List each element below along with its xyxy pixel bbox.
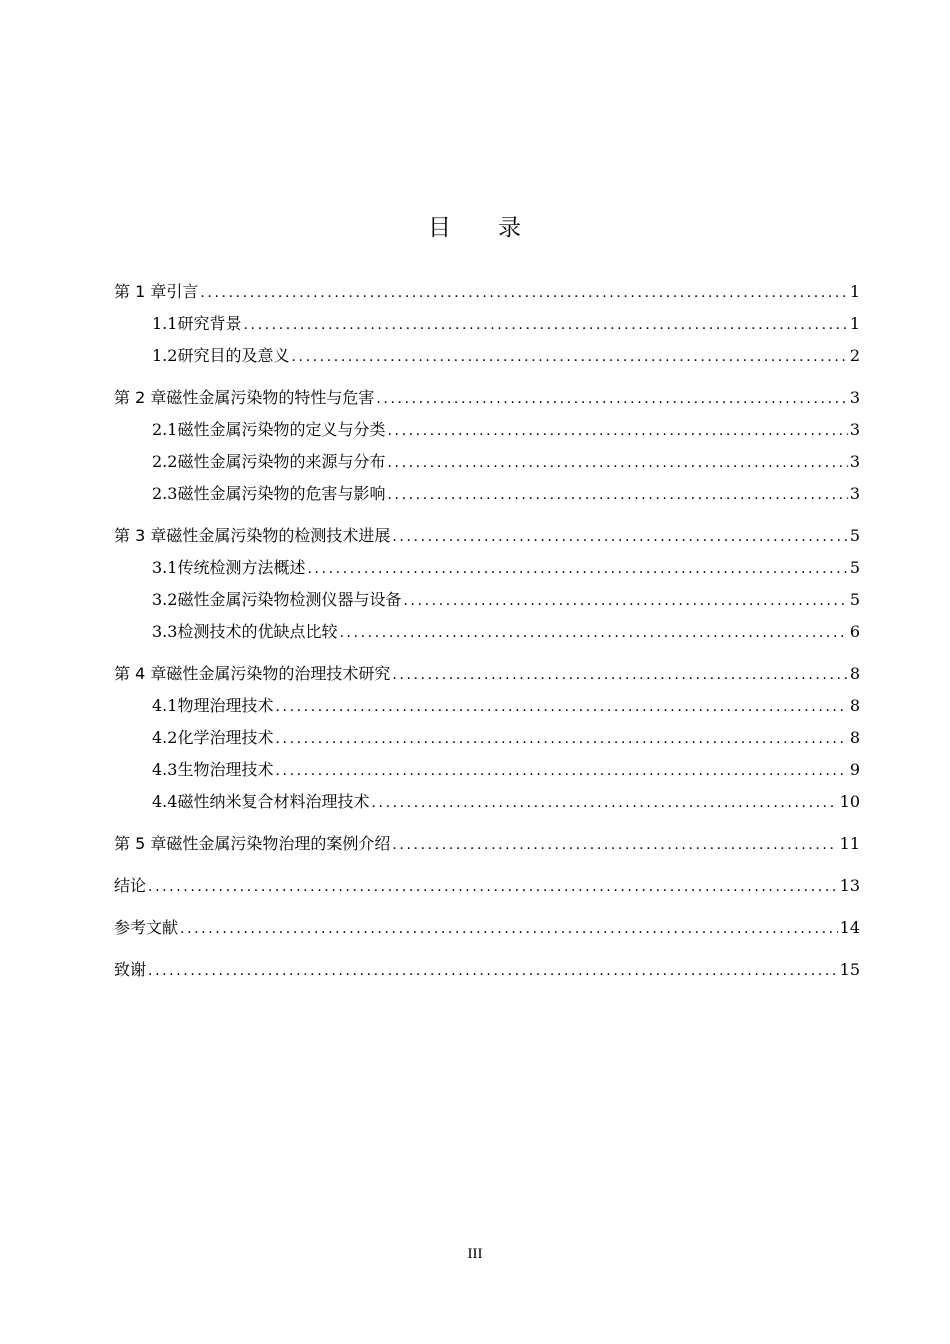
- toc-entry-number: 第 1 章: [114, 282, 167, 301]
- toc-entry-section-2-2[interactable]: [114, 450, 860, 482]
- toc-entry-number: 3.2: [152, 590, 178, 609]
- toc-entry-page: 5: [849, 526, 860, 545]
- toc-entry-chapter-3[interactable]: [114, 524, 860, 556]
- toc-entry-label: 参考文献: [114, 918, 179, 937]
- dot-leader: [307, 557, 847, 581]
- toc-entry-label: 致谢: [114, 960, 147, 979]
- toc-entry-number: 1.2: [152, 346, 178, 365]
- toc-entry-section-4-4[interactable]: [114, 790, 860, 822]
- toc-entry-label: 检测技术的优缺点比较: [177, 622, 338, 641]
- dot-leader: [148, 959, 838, 983]
- toc-entry-section-3-2[interactable]: [114, 588, 860, 620]
- toc-entry-label: 引言: [166, 282, 199, 301]
- toc-entry-label: 磁性纳米复合材料治理技术: [177, 792, 370, 811]
- dot-leader: [275, 727, 847, 751]
- toc-entry-page: 3: [849, 420, 860, 439]
- toc-entry-page: 5: [849, 558, 860, 577]
- toc-entry-section-2-3[interactable]: [114, 482, 860, 514]
- toc-entry-label: 生物治理技术: [177, 760, 274, 779]
- toc-entry-number: 3.1: [152, 558, 178, 577]
- toc-entry-page: 3: [849, 388, 860, 407]
- dot-leader: [392, 833, 837, 857]
- dot-leader: [387, 419, 847, 443]
- toc-entry-page: 11: [839, 834, 860, 853]
- toc-entry-label: 传统检测方法概述: [177, 558, 306, 577]
- toc-entry-label: 磁性金属污染物的特性与危害: [166, 388, 375, 407]
- toc-entry-section-4-2[interactable]: [114, 726, 860, 758]
- dot-leader: [387, 483, 847, 507]
- toc-entry-label: 化学治理技术: [177, 728, 274, 747]
- table-of-contents: [114, 280, 860, 990]
- toc-entry-chapter-1[interactable]: [114, 280, 860, 312]
- toc-entry-section-3-1[interactable]: [114, 556, 860, 588]
- toc-entry-chapter-2[interactable]: [114, 386, 860, 418]
- toc-entry-label: 磁性金属污染物的危害与影响: [177, 484, 386, 503]
- toc-entry-label: 结论: [114, 876, 147, 895]
- toc-entry-page: 8: [849, 728, 860, 747]
- dot-leader: [392, 663, 847, 687]
- dot-leader: [180, 917, 838, 941]
- toc-entry-label: 磁性金属污染物的定义与分类: [177, 420, 386, 439]
- toc-title: [0, 209, 950, 242]
- page-number: III: [467, 1246, 483, 1262]
- toc-entry-page: 13: [839, 876, 860, 895]
- dot-leader: [392, 525, 847, 549]
- toc-entry-number: 2.2: [152, 452, 178, 471]
- toc-entry-number: 3.3: [152, 622, 178, 641]
- toc-entry-label: 磁性金属污染物治理的案例介绍: [166, 834, 391, 853]
- toc-entry-references[interactable]: [114, 916, 860, 948]
- toc-entry-page: 10: [839, 792, 860, 811]
- toc-title-part1: 目: [428, 215, 452, 241]
- toc-entry-page: 9: [849, 760, 860, 779]
- toc-entry-number: 2.3: [152, 484, 178, 503]
- toc-entry-label: 物理治理技术: [177, 696, 274, 715]
- dot-leader: [243, 313, 847, 337]
- toc-entry-section-3-3[interactable]: [114, 620, 860, 652]
- toc-entry-label: 研究目的及意义: [177, 346, 290, 365]
- toc-entry-label: 磁性金属污染物的治理技术研究: [166, 664, 391, 683]
- dot-leader: [376, 387, 847, 411]
- dot-leader: [403, 589, 847, 613]
- toc-entry-label: 研究背景: [177, 314, 242, 333]
- toc-entry-number: 4.3: [152, 760, 178, 779]
- toc-entry-page: 14: [839, 918, 860, 937]
- toc-entry-number: 第 3 章: [114, 526, 167, 545]
- dot-leader: [148, 875, 838, 899]
- toc-entry-page: 2: [849, 346, 860, 365]
- toc-entry-page: 8: [849, 664, 860, 683]
- toc-entry-page: 3: [849, 484, 860, 503]
- toc-entry-page: 3: [849, 452, 860, 471]
- toc-entry-page: 1: [849, 314, 860, 333]
- toc-title-part2: 录: [498, 215, 522, 241]
- toc-entry-label: 磁性金属污染物的检测技术进展: [166, 526, 391, 545]
- dot-leader: [371, 791, 837, 815]
- toc-entry-number: 4.4: [152, 792, 178, 811]
- toc-entry-number: 第 2 章: [114, 388, 167, 407]
- toc-entry-page: 6: [849, 622, 860, 641]
- toc-entry-acknowledgements[interactable]: [114, 958, 860, 990]
- toc-entry-number: 4.2: [152, 728, 178, 747]
- toc-entry-page: 5: [849, 590, 860, 609]
- toc-entry-page: 1: [849, 282, 860, 301]
- toc-entry-label: 磁性金属污染物的来源与分布: [177, 452, 386, 471]
- toc-entry-number: 第 5 章: [114, 834, 167, 853]
- toc-entry-number: 2.1: [152, 420, 178, 439]
- toc-entry-page: 15: [839, 960, 860, 979]
- dot-leader: [275, 695, 847, 719]
- toc-entry-section-4-3[interactable]: [114, 758, 860, 790]
- dot-leader: [339, 621, 847, 645]
- toc-entry-section-1-2[interactable]: [114, 344, 860, 376]
- toc-entry-chapter-5[interactable]: [114, 832, 860, 864]
- toc-entry-number: 第 4 章: [114, 664, 167, 683]
- dot-leader: [387, 451, 847, 475]
- toc-entry-section-1-1[interactable]: [114, 312, 860, 344]
- toc-entry-number: 1.1: [152, 314, 178, 333]
- toc-entry-conclusion[interactable]: [114, 874, 860, 906]
- dot-leader: [291, 345, 847, 369]
- toc-entry-number: 4.1: [152, 696, 178, 715]
- toc-entry-section-2-1[interactable]: [114, 418, 860, 450]
- toc-entry-chapter-4[interactable]: [114, 662, 860, 694]
- toc-entry-section-4-1[interactable]: [114, 694, 860, 726]
- dot-leader: [200, 281, 847, 305]
- toc-entry-label: 磁性金属污染物检测仪器与设备: [177, 590, 402, 609]
- dot-leader: [275, 759, 847, 783]
- toc-entry-page: 8: [849, 696, 860, 715]
